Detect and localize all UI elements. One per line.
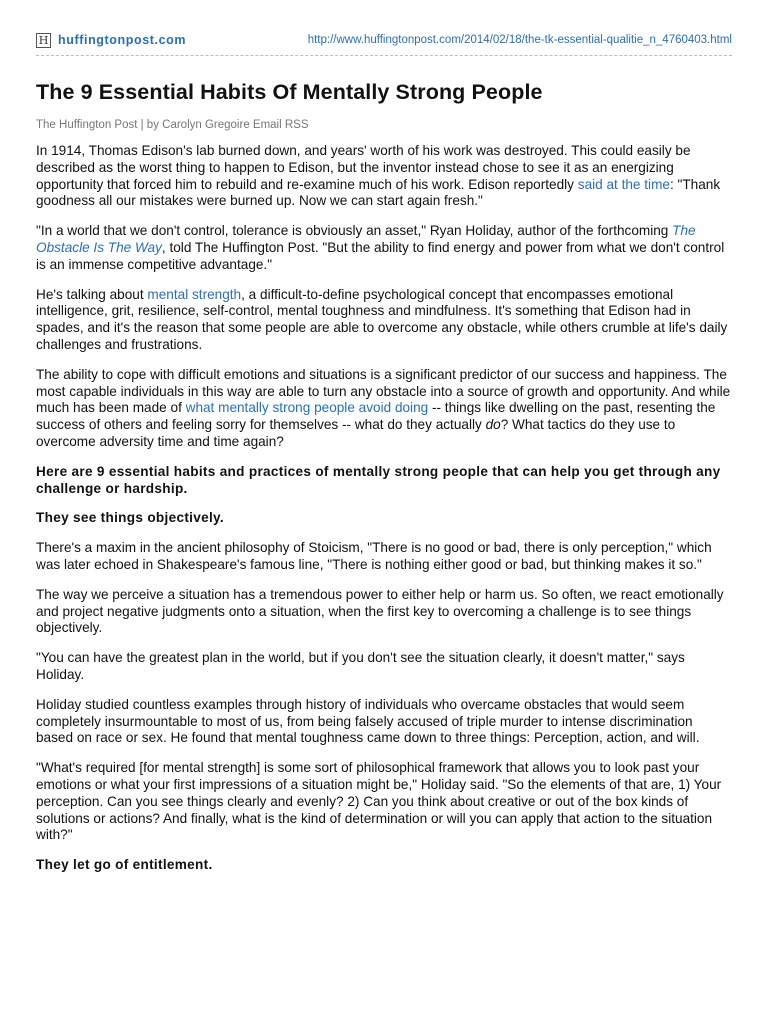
paragraph-1 bbox=[36, 143, 732, 210]
intro-bold-paragraph: Here are 9 essential habits and practices of mentally strong people that can help you get through any challenge or hardship. bbox=[36, 463, 721, 496]
obstacle-is-the-way-link[interactable]: The Obstacle Is The Way bbox=[36, 223, 696, 255]
paragraph-5: There's a maxim in the ancient philosophy of Stoicism, "There is no good or bad, there is only perception," which was later echoed in Shakespeare's famous line, "There is nothing either good or bad, but thinking makes it so." bbox=[36, 540, 712, 572]
site-name[interactable]: huffingtonpost.com bbox=[58, 33, 187, 47]
paragraph-text: ? What tactics do they use to overcome adversity time and time again? bbox=[36, 417, 676, 449]
emphasis-do: do bbox=[485, 417, 501, 433]
paragraph-text: The ability to cope with difficult emotions and situations is a significant predictor of our success and happiness. The most capable individuals in this way are able to turn any obstacle into a source of growth and opportunity. And while much has been made of bbox=[36, 366, 731, 416]
page-header bbox=[36, 30, 732, 54]
section-heading-2: They let go of entitlement. bbox=[36, 857, 213, 873]
mental-strength-link[interactable]: mental strength bbox=[147, 286, 242, 302]
paragraph-2 bbox=[36, 223, 732, 273]
article-body bbox=[36, 78, 732, 874]
paragraph-text: He's talking about bbox=[36, 286, 148, 302]
paragraph-text: -- things like dwelling on the past, resenting the success of others and feeling sorry for themselves -- what do they actually bbox=[36, 400, 716, 433]
paragraph-8: Holiday studied countless examples through history of individuals who overcame obstacles that would seem completely insurmountable to most of us, from being falsely accused of triple murder to intense discrimination based on race or sex. He found that mental toughness came down to three things: Perception, action, and will. bbox=[36, 696, 700, 746]
what-mentally-strong-people-avoid-link[interactable]: what mentally strong people avoid doing bbox=[185, 400, 429, 416]
paragraph-text: , told The Huffington Post. "But the ability to find energy and power from what we don't control is an immense competitive advantage." bbox=[36, 239, 725, 272]
paragraph-9: "What's required [for mental strength] is some sort of philosophical framework that allows you to look past your emotions or what your first impressions of a situation might be," Holiday said. "So the elements of that are, 1) Your perception. Can you see things clearly and evenly? 2) Can you think about creative or out of the box kinds of solutions or actions? And finally, what is the kind of determination or will you can apply that action to the situation with?" bbox=[36, 760, 722, 843]
paragraph-6: The way we perceive a situation has a tremendous power to either help or harm us. So often, we react emotionally and project negative judgments onto a situation, when the first key to overcoming a challenge is to see things objectively. bbox=[36, 586, 724, 636]
paragraph-text: : "Thank goodness all our mistakes were burned up. Now we can start again fresh." bbox=[36, 176, 721, 209]
paragraph-text: , a difficult-to-define psychological concept that encompasses emotional intelligence, grit, resilience, self-control, mental toughness and mindfulness. It's something that Edison had in spades, and it's the reason that some people are able to overcome any obstacle, while others crumble at life's daily challenges and frustrations. bbox=[36, 286, 728, 352]
source-url-link[interactable]: http://www.huffingtonpost.com/2014/02/18/the-tk-essential-qualitie_n_4760403.html bbox=[307, 34, 732, 46]
huffington-logo-icon: H bbox=[36, 33, 51, 48]
paragraph-7: "You can have the greatest plan in the world, but if you don't see the situation clearly, it doesn't matter," says Holiday. bbox=[36, 650, 685, 682]
paragraph-4 bbox=[36, 367, 732, 451]
article-title: The 9 Essential Habits Of Mentally Strong People bbox=[36, 80, 543, 104]
said-at-the-time-link[interactable]: said at the time bbox=[577, 176, 670, 192]
paragraph-text: "In a world that we don't control, tolerance is obviously an asset," Ryan Holiday, author of the forthcoming bbox=[36, 223, 673, 239]
paragraph-text: In 1914, Thomas Edison's lab burned down, and years' worth of his work was destroyed. This could easily be described as the worst thing to happen to Edison, but the inventor instead chose to see it as an energizing opportunity that forced him to rebuild and re-examine much of his work. Edison reportedly bbox=[36, 143, 691, 192]
header-divider bbox=[36, 55, 732, 56]
section-heading-1: They see things objectively. bbox=[36, 510, 224, 526]
article-byline: The Huffington Post | by Carolyn Gregoire Email RSS bbox=[36, 119, 309, 131]
paragraph-3 bbox=[36, 287, 732, 354]
